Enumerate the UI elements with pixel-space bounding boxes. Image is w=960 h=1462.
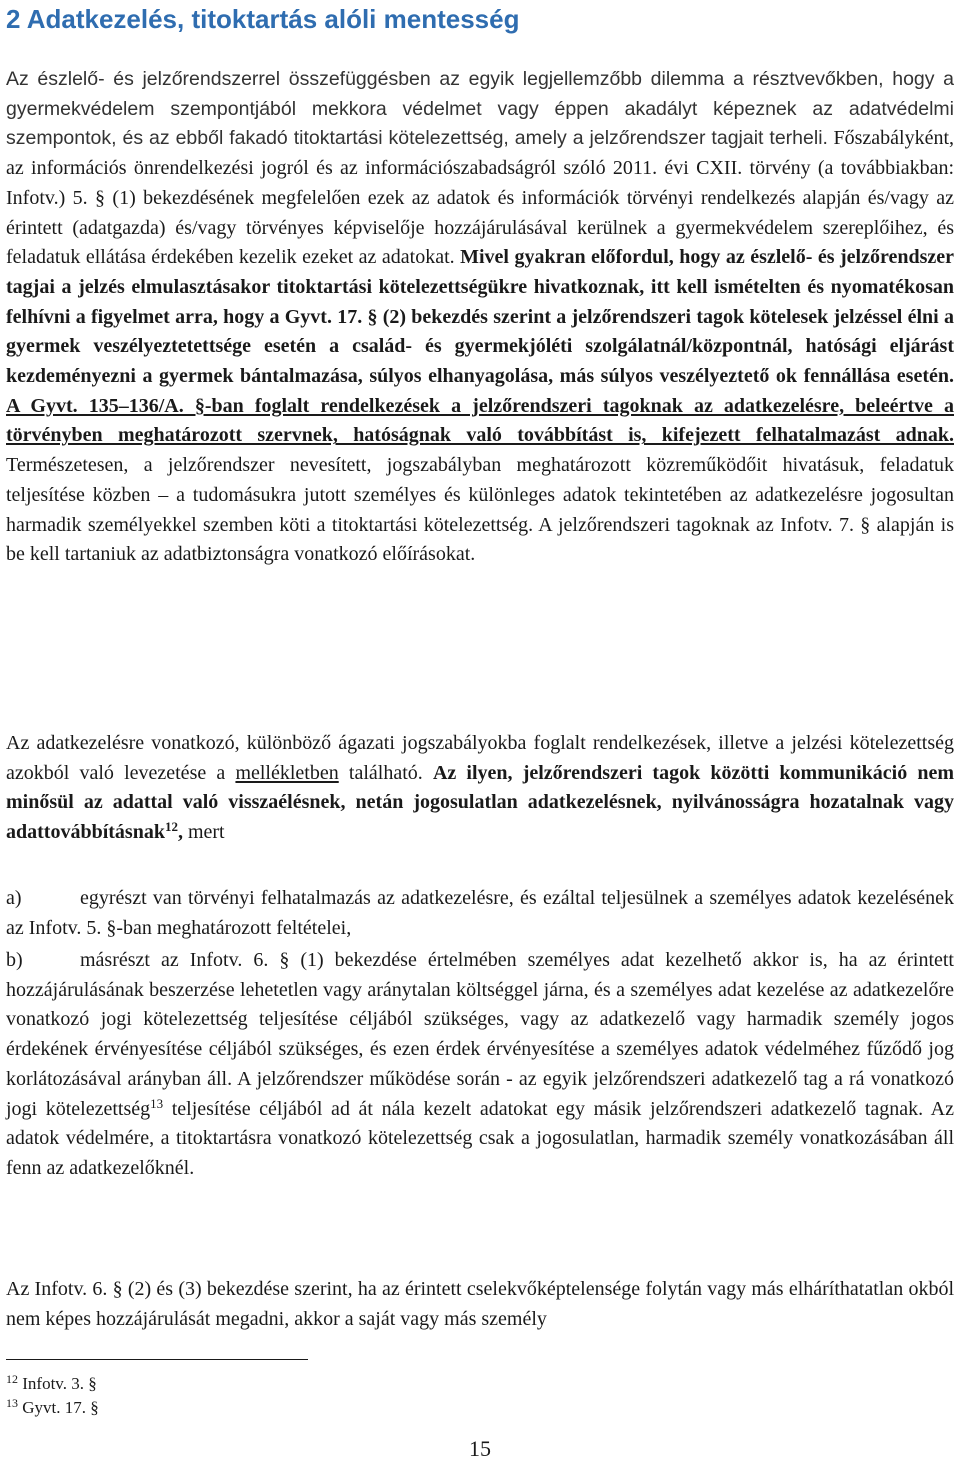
- footnote-text: Infotv. 3. §: [22, 1374, 97, 1393]
- location-text: található.: [348, 761, 423, 784]
- bold-underlined-authorization-text: A Gyvt. 135–136/A. §-ban foglalt rendelkezések a jelzőrendszeri tagoknak az adatkezelésre, beleértve a törvényben meghatározott szervnek, hatóságnak való továbbítást is, kifejezett felhatalmazást adnak.: [6, 394, 954, 447]
- footnote-ref-13[interactable]: 13: [150, 1095, 164, 1111]
- list-item-b: [6, 946, 954, 1184]
- footnote-separator: [6, 1359, 308, 1360]
- document-page: [6, 0, 954, 1462]
- main-rule-text: Főszabályként, az információs önrendelkezési jogról és az információszabadságról szóló 2011. évi CXII. törvény (a továbbiakban: Infotv.) 5. § (1) bekezdésének megfelelően ezek az adatok és információk törvényi rendelkezés alapján és/vagy az érintett (adatgazda) és/vagy törvényes képviselője hozzájárulásával kerülnek a gyermekvédelem szereplőihez, és feladatuk ellátása érdekében kezelik ezeket az adatokat.: [6, 127, 955, 269]
- footnote-number: 12: [6, 1372, 18, 1386]
- footnote-12: [6, 1372, 99, 1396]
- list-text-b-part2: teljesítése céljából ad át nála kezelt adatokat egy másik jelzőrendszeri adatkezelő tagnak. Az adatok védelmére, a titoktartásra vonatkozó kötelezettség csak a jogosulatlan, harmadik személy vonatkozásában áll fenn az adatkezelőknél.: [6, 1097, 954, 1179]
- regulation-text: Az adatkezelésre vonatkozó, különböző ágazati jogszabályokba foglalt rendelkezések, illetve a jelzési kötelezettség azokból való levezetése a: [6, 732, 954, 784]
- footnote-text: Gyvt. 17. §: [22, 1398, 99, 1417]
- footnote-ref-12[interactable]: 12: [164, 819, 178, 835]
- paragraph-confidentiality: [6, 65, 954, 570]
- intro-text: Az észlelő- és jelzőrendszerrel összefüggésben az egyik legjellemzőbb dilemma a résztvevőkben, hogy a gyermekvédelem szempontjából mekkora védelmet vagy éppen akadályt képeznek az adatvédelmi szempontok, és az ebből fakadó titoktartási kötelezettség, amely a jelzőrendszer tagjait terheli.: [6, 68, 954, 150]
- section-heading: 2 Adatkezelés, titoktartás alóli mentesség: [6, 4, 520, 34]
- paragraph-communication: [6, 729, 954, 848]
- bold-obligation-text: Mivel gyakran előfordul, hogy az észlelő- és jelzőrendszer tagjai a jelzés elmulasztásakor titoktartási kötelezettségükre hivatkoznak, itt kell ismételten és nyomatékosan felhívni a figyelmet arra, hogy a Gyvt. 17. § (2) bekezdés szerint a jelzőrendszeri tagok kötelesek jelzéssel élni a gyermek veszélyeztetettsége esetén a család- és gyermekjóléti szolgálatnál/központnál, hatósági eljárást kezdeményezni a gyermek bántalmazása, súlyos elhanyagolása, más súlyos veszélyeztető ok fennállása esetén.: [6, 246, 955, 388]
- comma: ,: [177, 821, 183, 844]
- closing-text: Természetesen, a jelzőrendszer nevesített, jogszabályban meghatározott közreműködőit hivatásuk, feladatuk teljesítése közben – a tudomásukra jutott személyes és különleges adatok tekintetében az adatkezelésre jogosultan harmadik személyekkel szemben köti a titoktartási kötelezettség. A jelzőrendszeri tagoknak az Infotv. 7. § alapján is be kell tartaniuk az adatbiztonságra vonatkozó előírásokat.: [6, 454, 954, 566]
- list-item-a: [6, 884, 954, 943]
- list-marker-a: a): [6, 887, 22, 909]
- list-text-b-part1: másrészt az Infotv. 6. § (1) bekezdése értelmében személyes adat kezelhető akkor is, ha az érintett hozzájárulásának beszerzése lehetetlen vagy aránytalan költséggel járna, és a személyes adat kezelése az adatkezelőre vonatkozó jogi kötelezettség teljesítése céljából szükséges, vagy az adatkezelő vagy harmadik személy jogos érdekének érvényesítése céljából szükséges, és ezen érdek érvényesítése a személyes adatok védelméhez fűződő jog korlátozásával arányban áll. A jelzőrendszer működése során - az egyik jelzőrendszeri adatkezelő tag a rá vonatkozó jogi kötelezettség: [6, 949, 954, 1120]
- footnote-13: [6, 1396, 99, 1420]
- annex-link[interactable]: mellékletben: [235, 761, 339, 784]
- list-marker-b: b): [6, 949, 23, 971]
- list-text-a: egyrészt van törvényi felhatalmazás az adatkezelésre, és ezáltal teljesülnek a személyes adatok kezelésének az Infotv. 5. §-ban meghatározott feltételei,: [6, 887, 954, 939]
- page-number: 15: [469, 1436, 491, 1461]
- footnotes: [6, 1372, 99, 1420]
- bold-communication-text: Az ilyen, jelzőrendszeri tagok közötti kommunikáció nem minősül az adattal való visszaélésnek, netán jogosulatlan adatkezelésnek, nyilvánosságra hozatalnak vagy adattovábbításnak: [6, 761, 955, 844]
- footnote-number: 13: [6, 1396, 18, 1410]
- because-text: mert: [182, 821, 225, 844]
- paragraph-consent: Az Infotv. 6. § (2) és (3) bekezdése szerint, ha az érintett cselekvőképtelensége folytán vagy más elháríthatatlan okból nem képes hozzájárulását megadni, akkor a saját vagy más személy: [6, 1278, 954, 1330]
